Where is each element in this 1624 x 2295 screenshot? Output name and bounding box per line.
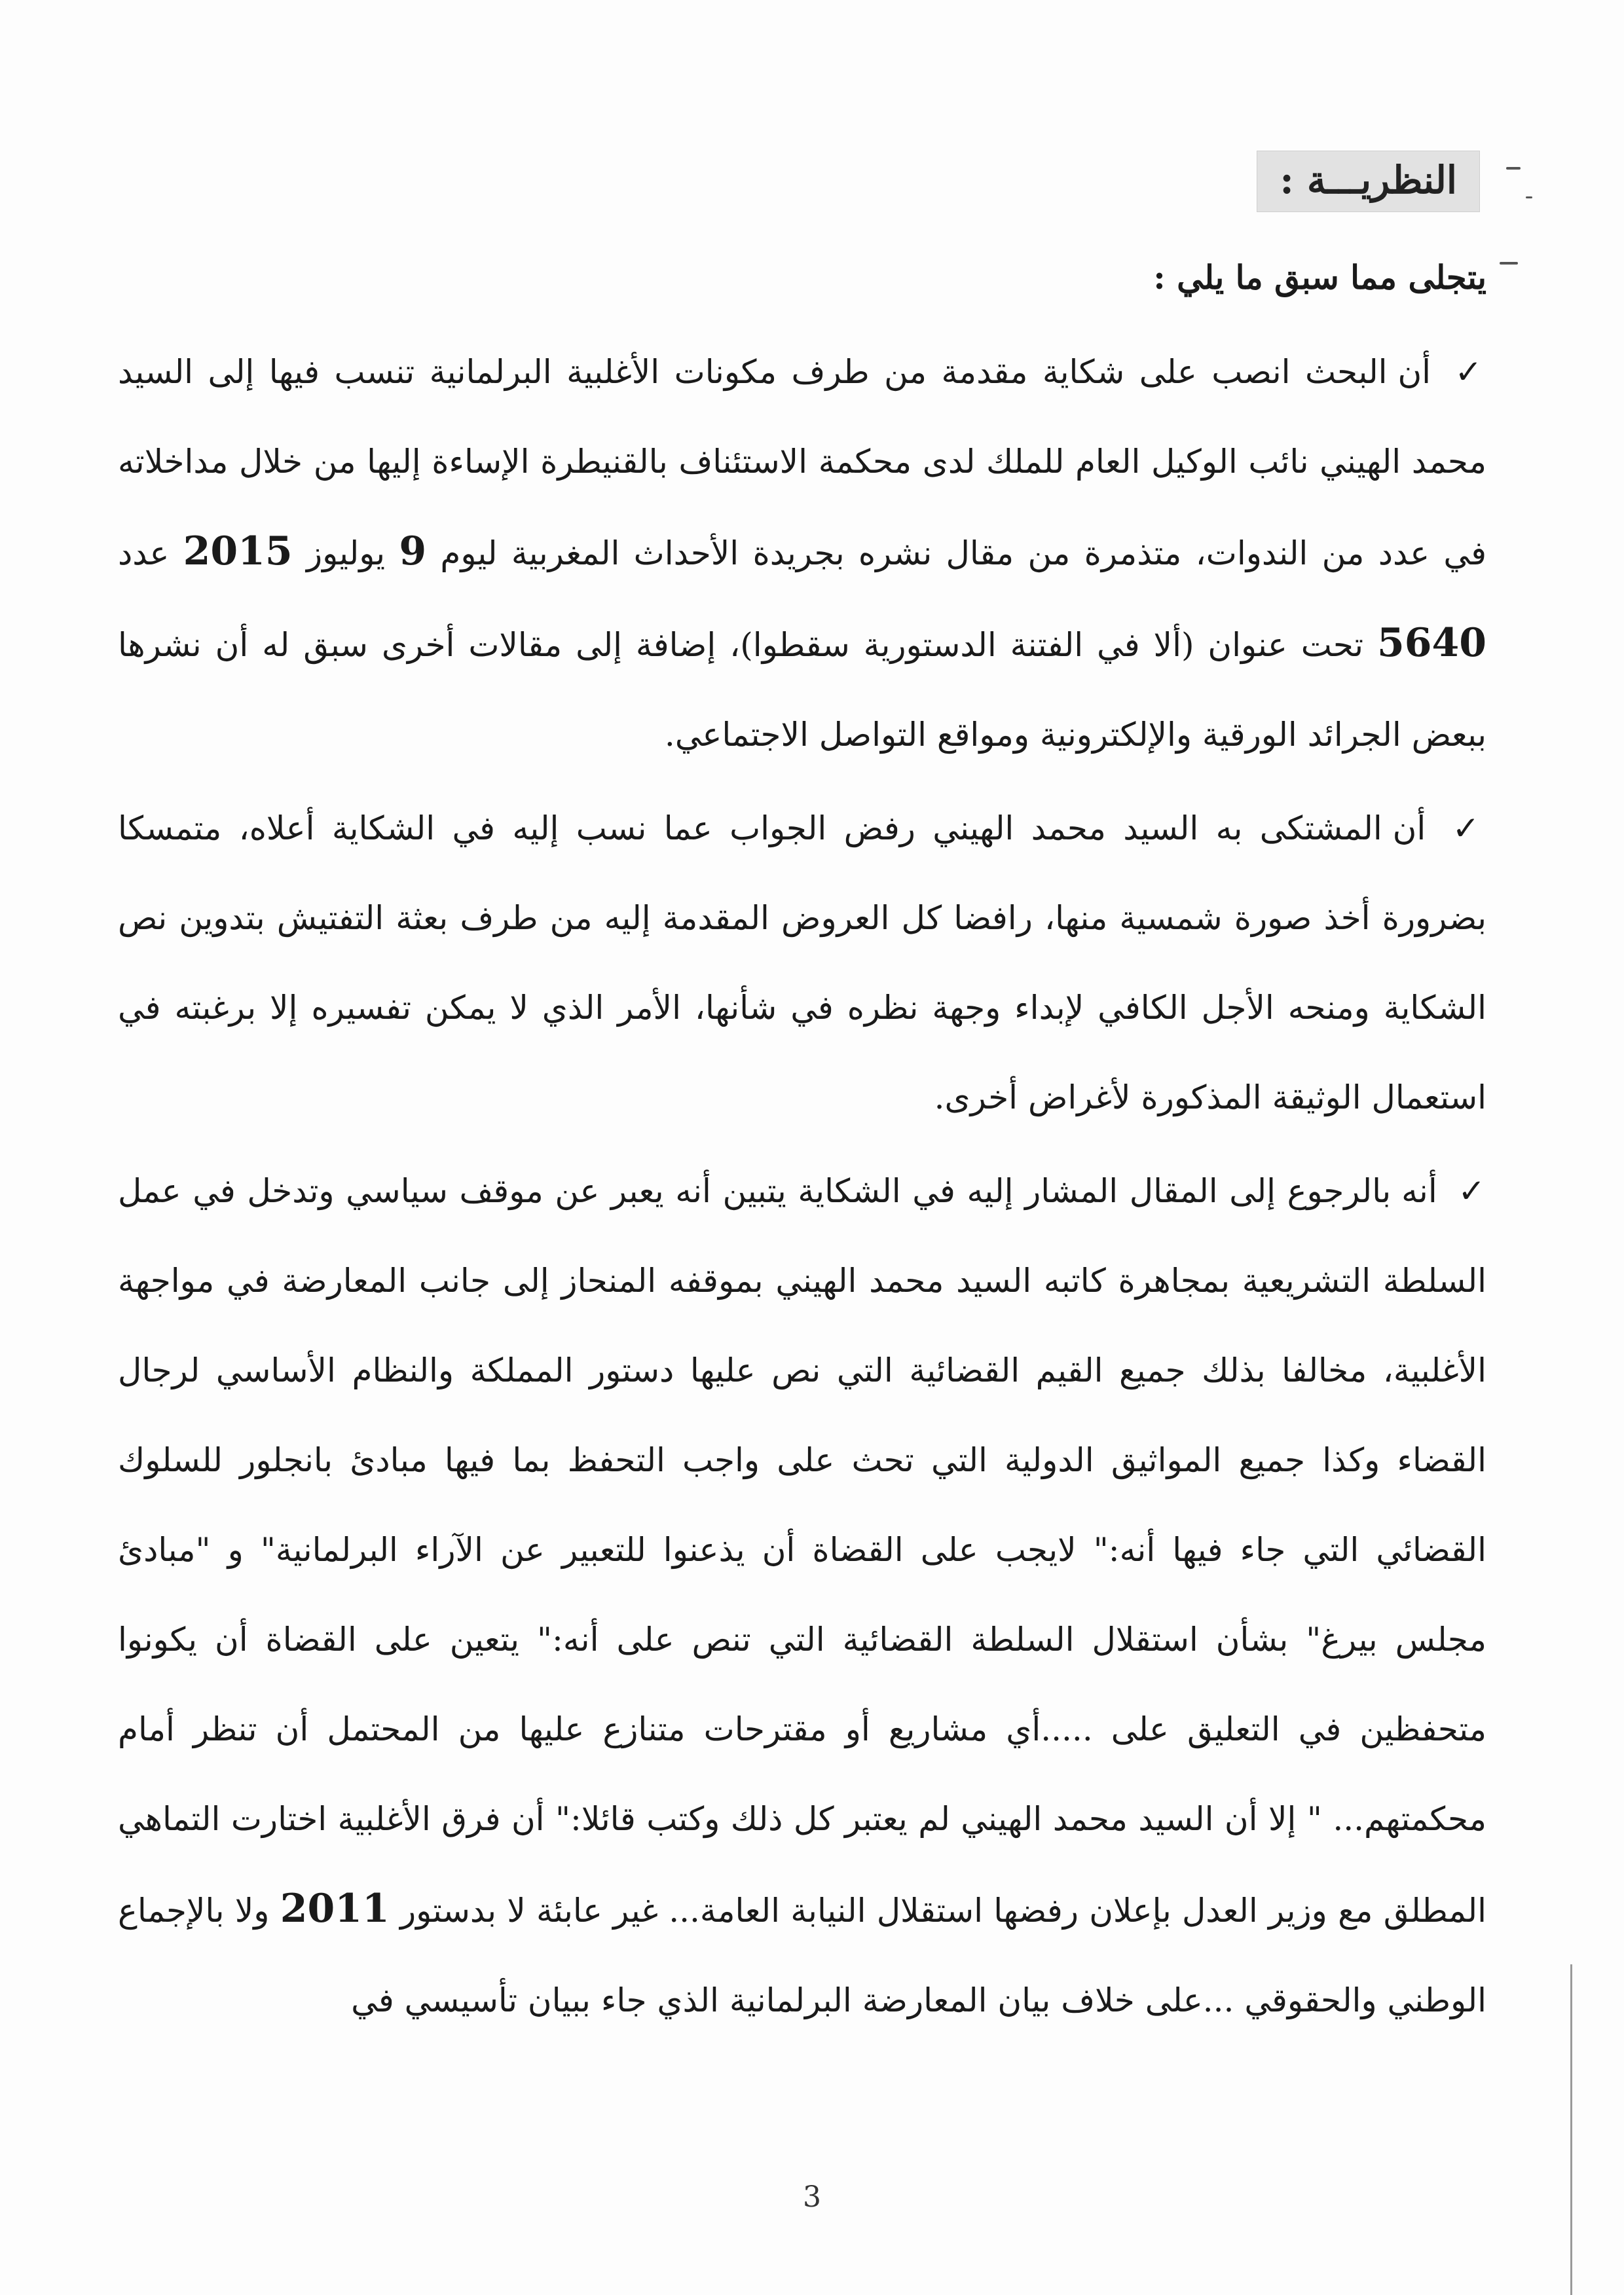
paragraph-3-text: أنه بالرجوع إلى المقال المشار إليه في الشكاية يتبين أنه يعبر عن موقف سياسي وتدخل في عمل السلطة التشريعية بمجاهرة كاتبه السيد محمد الهيني بموقفه المنحاز إلى جانب المعارضة في مواجهة الأغلبية، مخالفا بذلك جميع القيم القضائية التي نص عليها دستور المملكة والنظام الأساسي لرجال القضاء وكذا جميع المواثيق الدولية التي تحث على واجب التحفظ بما فيها مبادئ بانجلور للسلوك القضائي التي جاء فيها أنه:" لايجب على القضاة أن يذعنوا للتعبير عن الآراء البرلمانية" و "مبادئ مجلس بيرغ" بشأن استقلال السلطة القضائية التي تنص على أنه:" يتعين على القضاة أن يكونوا متحفظين في التعليق على .....أي مشاريع أو مقترحات متنازع عليها من المحتمل أن تنظر أمام محكمتهم... " إلا أن السيد محمد الهيني لم يعتبر كل ذلك وكتب قائلا:" أن فرق الأغلبية اختارت التماهي المطلق مع وزير العدل بإعلان رفضها استقلال النيابة العامة... غير عابئة لا بدستور: [118, 1172, 1486, 1930]
paragraph-3-year: 2011: [280, 1886, 390, 1932]
paragraph-3-text-after: ولا بالإجماع الوطني والحقوقي ...على خلاف بيان المعارضة البرلمانية الذي جاء ببيان تأسيسي في: [118, 1892, 1486, 2019]
scan-mark: [1500, 262, 1518, 265]
paragraph-1-issue: 5640: [1376, 620, 1486, 666]
paragraph-1-issue-word: عدد: [118, 534, 170, 572]
paragraph-1-day: 9: [399, 528, 427, 574]
document-body: [118, 151, 1486, 2049]
paragraph-1: [118, 327, 1486, 780]
page-number: 3: [803, 2180, 821, 2214]
intro-line: يتجلى مما سبق ما يلي :: [1153, 258, 1486, 297]
paragraph-3: [118, 1147, 1486, 2046]
paragraph-2-text: أن المشتكى به السيد محمد الهيني رفض الجواب عما نسب إليه في الشكاية أعلاه، متمسكا بضرورة أخذ صورة شمسية منها، رافضا كل العروض المقدمة إليه من طرف بعثة التفتيش بتدوين نص الشكاية ومنحه الأجل الكافي لإبداء وجهة نظره في شأنها، الأمر الذي لا يمكن تفسيره إلا برغبته في استعمال الوثيقة المذكورة لأغراض أخرى.: [118, 809, 1486, 1116]
check-icon: ✓: [1452, 809, 1486, 847]
check-icon: ✓: [1458, 1172, 1486, 1210]
scan-mark: [1506, 167, 1521, 170]
scan-mark: [1526, 196, 1532, 198]
paragraph-1-text: أن البحث انصب على شكاية مقدمة من طرف مكونات الأغلبية البرلمانية تنسب فيها إلى السيد محمد الهيني نائب الوكيل العام للملك لدى محكمة الاستئناف بالقنيطرة الإساءة إليها من خلال مداخلاته في عدد من الندوات، متذمرة من مقال نشره بجريدة الأحداث المغربية ليوم: [118, 353, 1486, 572]
paragraph-2: [118, 784, 1486, 1143]
heading-row: [118, 151, 1457, 251]
scan-edge-line: [1570, 1964, 1572, 2295]
section-heading: النظريـــة :: [1257, 151, 1480, 212]
paragraph-1-month: يوليوز: [306, 534, 386, 572]
check-icon: ✓: [1454, 353, 1486, 391]
paragraph-1-year: 2015: [183, 528, 293, 574]
paragraph-1-text-after: تحت عنوان (ألا في الفتنة الدستورية سقطوا)، إضافة إلى مقالات أخرى سبق له أن نشرها ببعض الجرائد الورقية والإلكترونية ومواقع التواصل الاجتماعي.: [118, 626, 1486, 754]
